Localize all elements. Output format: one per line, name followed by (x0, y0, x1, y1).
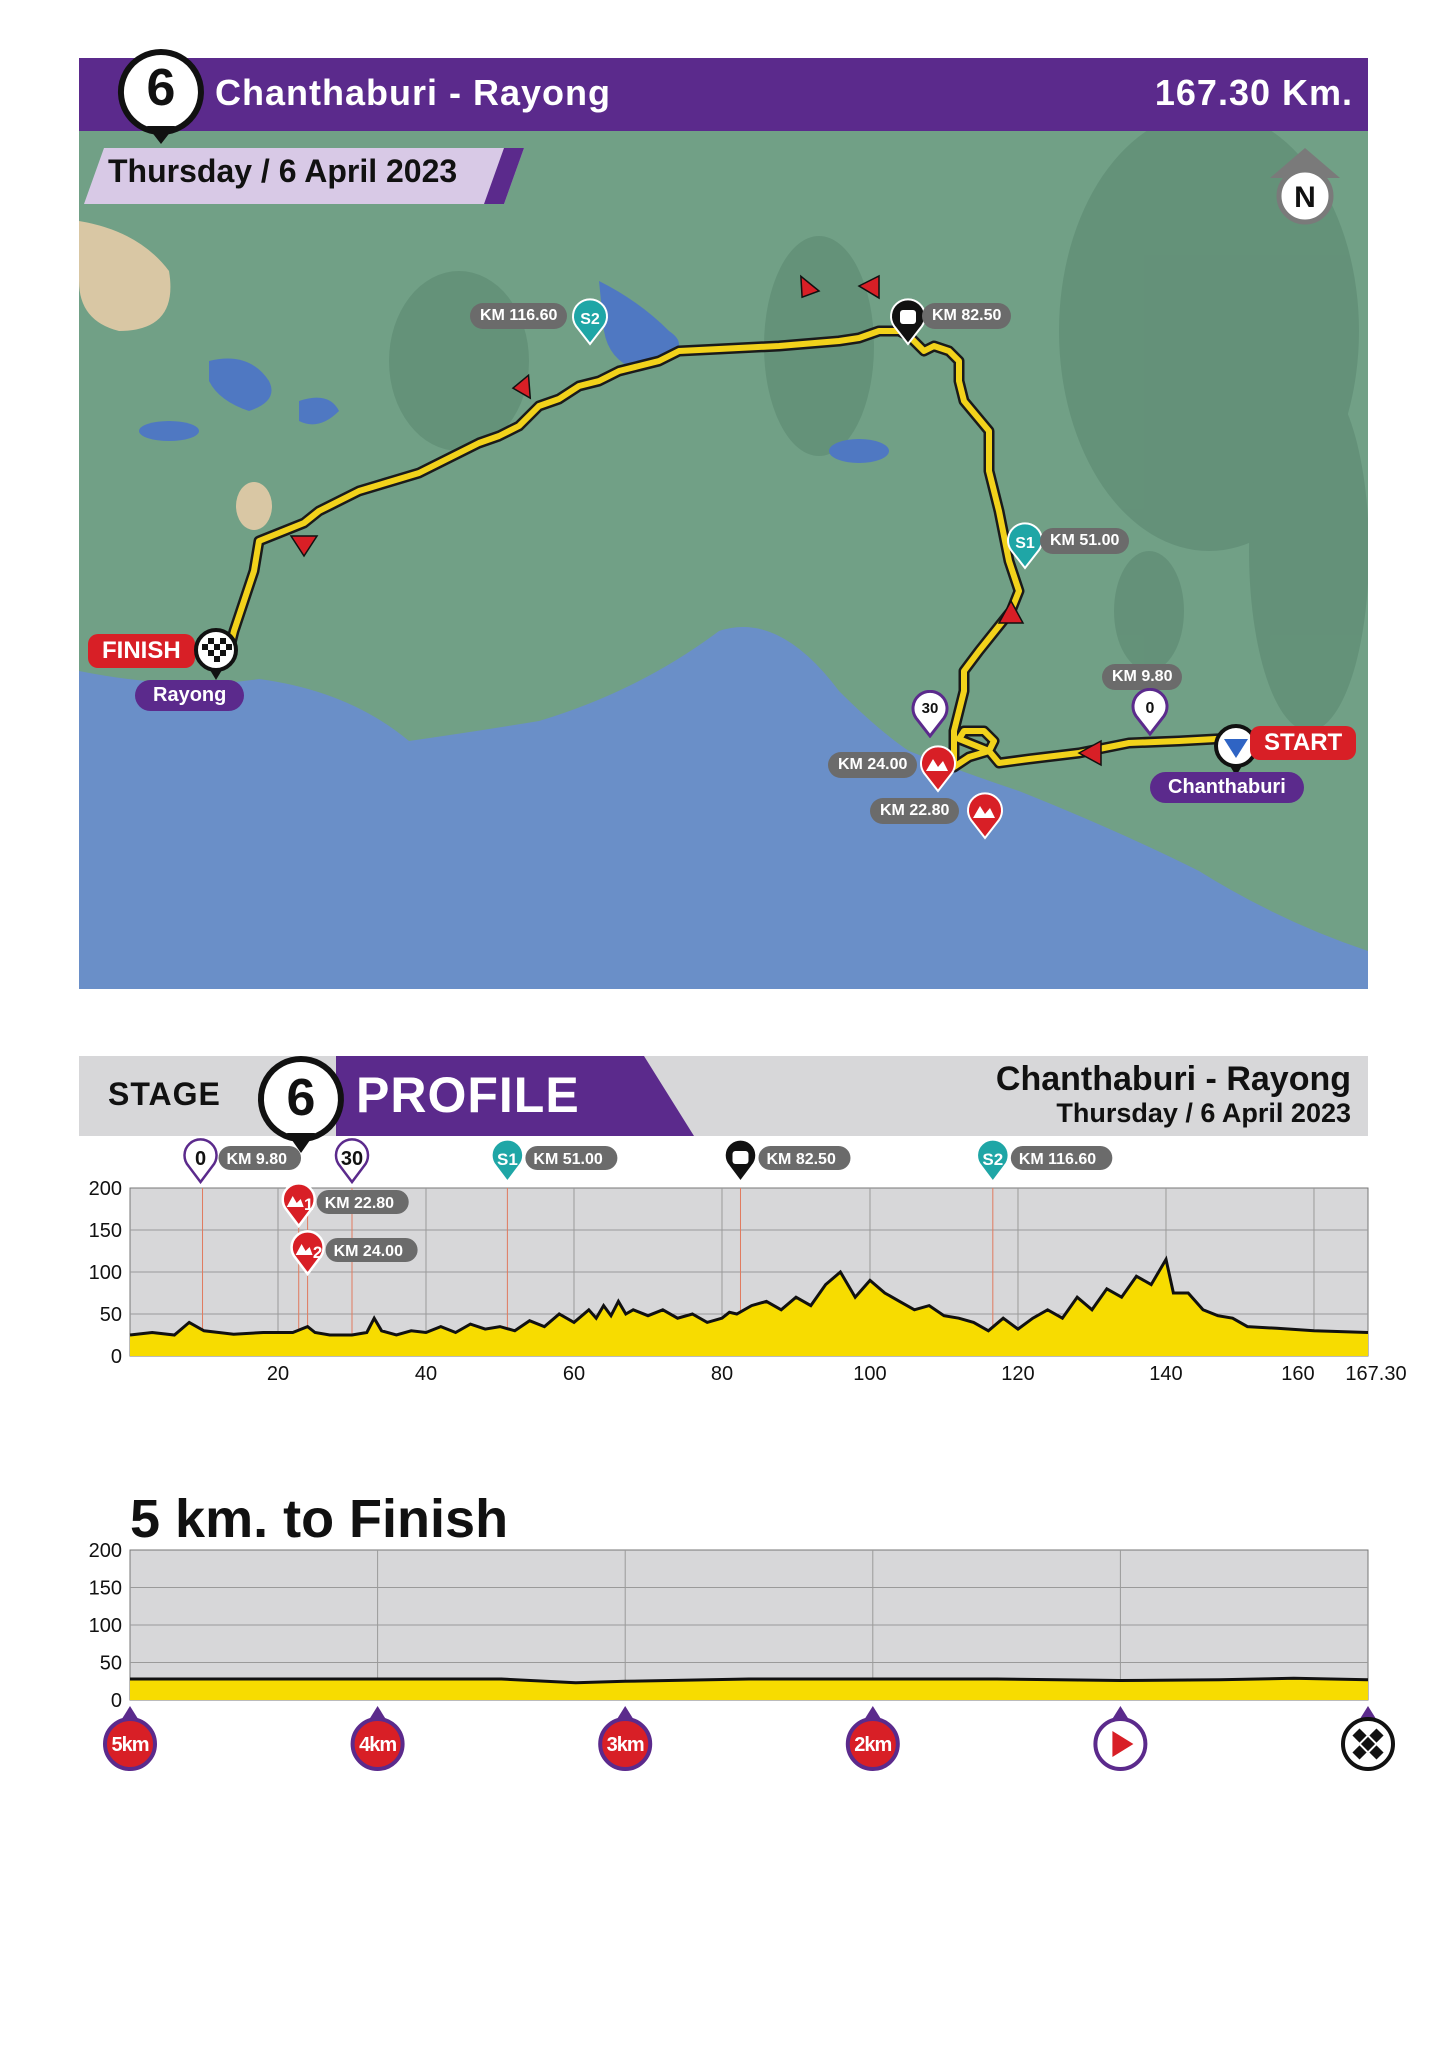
x-tick-label: 160 (1281, 1363, 1315, 1385)
y-tick-label: 50 (99, 1304, 122, 1326)
km-30-label: 30 (921, 700, 939, 717)
y-tick-label: 200 (88, 1540, 122, 1562)
y-tick-label: 100 (88, 1262, 122, 1284)
stage-distance: 167.30 Km. (1154, 72, 1353, 113)
x-tick-label: 80 (710, 1363, 734, 1385)
kom-2-icon (918, 745, 958, 793)
km-marker-label: 5km (111, 1734, 149, 1756)
marker-label: KM 116.60 (1018, 1151, 1097, 1168)
finish-town-label: Rayong (135, 680, 244, 711)
y-tick-label: 0 (110, 1346, 122, 1368)
distance-marker (600, 1706, 650, 1769)
x-tick-label: 60 (562, 1363, 586, 1385)
stage-profile-chart (0, 1136, 1448, 1396)
feed-zone-icon (888, 298, 928, 346)
svg-text:S2: S2 (580, 311, 600, 328)
profile-marker-sprint (977, 1139, 1113, 1182)
stage-word: STAGE (108, 1076, 221, 1112)
stage-route-title: Chanthaburi - Rayong (215, 72, 611, 113)
final-5km-chart (0, 1540, 1448, 1780)
km-zero-icon (1130, 688, 1170, 736)
distance-marker (105, 1706, 155, 1769)
profile-date: Thursday / 6 April 2023 (1056, 1098, 1351, 1128)
map-canvas (79, 131, 1368, 989)
kom-1-icon (965, 792, 1005, 840)
finish-label: FINISH (88, 634, 195, 668)
feed-icon (732, 1151, 748, 1164)
start-label: START (1250, 726, 1356, 760)
marker-symbol: 0 (194, 1148, 207, 1170)
profile-word: PROFILE (356, 1067, 580, 1123)
x-tick-label: 120 (1001, 1363, 1035, 1385)
x-tick-label: 40 (414, 1363, 438, 1385)
profile-route: Chanthaburi - Rayong (995, 1060, 1351, 1098)
map-label-kom2: KM 24.00 (828, 752, 917, 778)
distance-marker (1343, 1706, 1393, 1769)
sprint-2-icon (570, 298, 610, 346)
map-label-sprint2: KM 116.60 (470, 303, 567, 329)
marker-label: KM 82.50 (766, 1151, 836, 1168)
marker-label: KM 24.00 (333, 1243, 403, 1260)
profile-marker-sprint (491, 1139, 617, 1182)
kom-category: 2 (312, 1243, 323, 1262)
map-label-kom1: KM 22.80 (870, 798, 959, 824)
finish-flag-icon (192, 626, 240, 682)
distance-marker (1095, 1706, 1145, 1769)
x-tick-label: 140 (1149, 1363, 1183, 1385)
map-label-km0: KM 9.80 (1102, 664, 1182, 690)
final-5km-title: 5 km. to Finish (130, 1489, 509, 1549)
profile-marker-km0 (185, 1139, 302, 1182)
start-town-label: Chanthaburi (1150, 772, 1304, 803)
y-tick-label: 50 (99, 1652, 122, 1675)
north-label: N (1294, 181, 1316, 214)
y-tick-label: 150 (88, 1577, 122, 1600)
stage-date: Thursday / 6 April 2023 (108, 153, 458, 189)
km-marker-label: 3km (606, 1734, 644, 1756)
kom-category: 1 (303, 1195, 314, 1214)
km-marker-label: 2km (854, 1734, 892, 1756)
marker-label: KM 9.80 (226, 1151, 287, 1168)
marker-symbol: S2 (982, 1150, 1004, 1169)
x-tick-label: 20 (266, 1363, 290, 1385)
sprint-1-icon (1005, 522, 1045, 570)
profile-marker-km30 (336, 1139, 368, 1182)
y-tick-label: 100 (88, 1615, 122, 1637)
km-marker-label: 4km (359, 1734, 397, 1756)
stage-number: 6 (146, 59, 176, 117)
svg-text:0: 0 (1145, 700, 1155, 717)
x-tick-label: 167.30 (1345, 1363, 1407, 1385)
y-tick-label: 0 (110, 1690, 122, 1712)
marker-symbol: S1 (496, 1150, 518, 1169)
distance-marker (353, 1706, 403, 1769)
marker-symbol: 30 (340, 1148, 364, 1170)
profile-marker-feed (724, 1139, 850, 1182)
marker-label: KM 22.80 (324, 1195, 395, 1212)
distance-marker (848, 1706, 898, 1769)
map-label-sprint1: KM 51.00 (1040, 528, 1129, 554)
x-tick-label: 100 (853, 1363, 887, 1385)
marker-label: KM 51.00 (533, 1151, 603, 1168)
svg-text:S1: S1 (1015, 535, 1035, 552)
route-map (79, 131, 1368, 989)
profile-stage-number: 6 (286, 1069, 316, 1127)
y-tick-label: 150 (88, 1220, 122, 1242)
urban-area-2 (236, 482, 272, 530)
map-label-feed: KM 82.50 (922, 303, 1011, 329)
y-tick-label: 200 (88, 1178, 122, 1200)
